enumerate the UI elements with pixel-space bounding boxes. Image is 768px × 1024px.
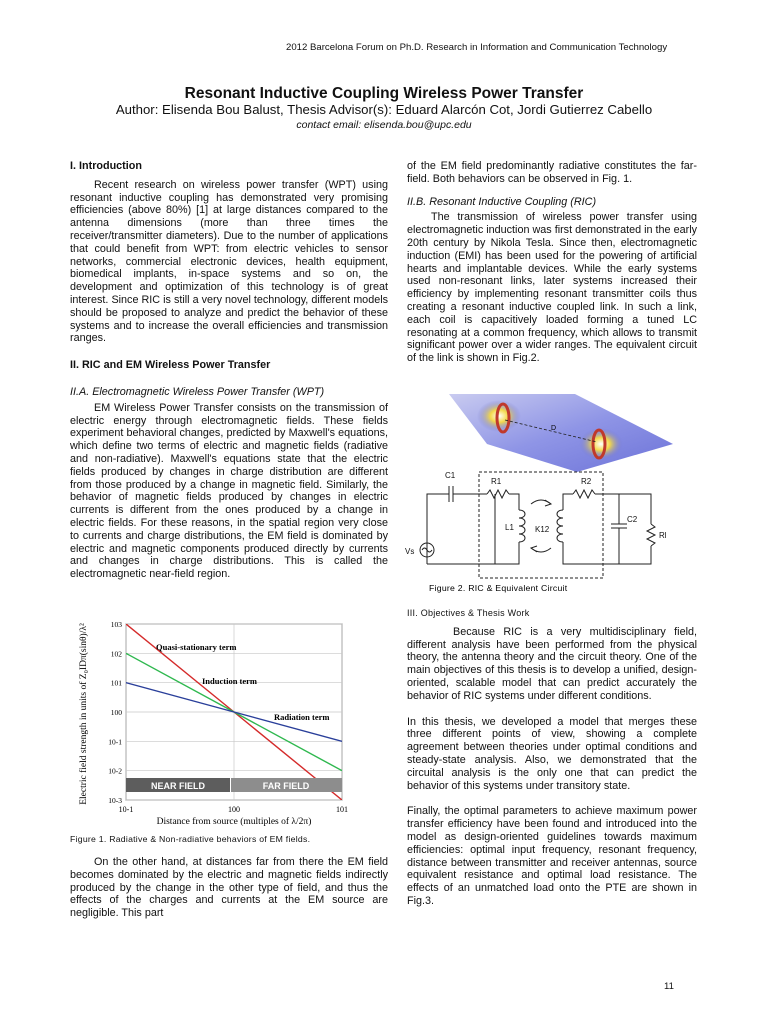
figure1-chart bbox=[70, 616, 388, 828]
right-column-bottom bbox=[407, 607, 697, 908]
left-column-bottom bbox=[70, 856, 388, 920]
quasi-stationary-label: Quasi-stationary term bbox=[156, 642, 237, 652]
intro-heading: I. Introduction bbox=[70, 160, 142, 172]
y-tick-label: 103 bbox=[110, 620, 122, 629]
r2-label: R2 bbox=[581, 477, 592, 486]
y-tick-label: 102 bbox=[110, 649, 122, 659]
figure1-caption: Figure 1. Radiative & Non-radiative behaviors of EM fields. bbox=[70, 834, 311, 844]
figure2-diagram bbox=[405, 386, 697, 596]
induction-label: Induction term bbox=[202, 676, 258, 686]
x-tick-label: 101 bbox=[336, 805, 348, 814]
intro-paragraph: Recent research on wireless power transfer (WPT) using resonant inductive coupling has demonstrated very promising efficiencies (above 80%) [1] at large distances compared to the antenna dimensions (more than three times the receiver/transmitter diameters). Due to the number of applications that could benefit from WPT: from electric vehicles to sensor networks, commercial electronic devices, health equipment, biomedical implants, in-space systems and so on, the development and optimization of this technology is of great interest. Since RIC is still a very novel technology, different models should be proposed to analyze and predict the behavior of these systems and to increase the overall efficiencies and transmission ranges. bbox=[70, 178, 388, 345]
y-tick-label: 10-2 bbox=[108, 766, 122, 776]
distance-label: D bbox=[551, 425, 557, 432]
far-field-label: FAR FIELD bbox=[262, 781, 310, 791]
y-tick-label: 10-1 bbox=[108, 737, 122, 747]
y-tick-label: 101 bbox=[110, 678, 122, 688]
authors-line: Author: Elisenda Bou Balust, Thesis Advisor(s): Eduard Alarcón Cot, Jordi Gutierrez Cabello bbox=[115, 102, 653, 117]
section3-paragraph-1: Because RIC is a very multidisciplinary field, different analysis have been performed from the physical theory, the antenna theory and the circuit theory. One of the main objectives of this thesis is to develop a unified, design-oriented, scalable model that can predict accurately the behavior of RIC systems under different conditions. bbox=[407, 625, 697, 702]
section3-paragraph-3: Finally, the optimal parameters to achieve maximum power transfer efficiency have been found and introduced into the model as design-oriented guidelines towards maximum efficiencies: optimal input frequency, resonant frequency, distance between transmitter and receiver antennas, source equivalent resistance and optimal load resistance. The effects of an unmatched load onto the PTE are shown in Fig.3. bbox=[407, 805, 697, 907]
y-tick-label: 100 bbox=[110, 708, 122, 717]
vs-label: Vs bbox=[405, 547, 415, 556]
paper-title: Resonant Inductive Coupling Wireless Power Transfer bbox=[184, 85, 584, 102]
y-tick-label: 10-3 bbox=[108, 796, 122, 805]
page-number: 11 bbox=[664, 981, 674, 992]
near-field-label: NEAR FIELD bbox=[151, 781, 205, 791]
section2a-heading: II.A. Electromagnetic Wireless Power Transfer (WPT) bbox=[70, 385, 325, 398]
c2-label: C2 bbox=[627, 515, 638, 524]
field-simulation-image bbox=[449, 394, 673, 472]
radiation-label: Radiation term bbox=[274, 712, 330, 722]
rl-label: Rl bbox=[659, 531, 667, 540]
c1-label: C1 bbox=[445, 471, 456, 480]
x-tick-label: 10-1 bbox=[118, 805, 134, 814]
right-column-top bbox=[407, 160, 697, 365]
figure2-caption: Figure 2. RIC & Equivalent Circuit bbox=[429, 583, 568, 593]
section2b-heading: II.B. Resonant Inductive Coupling (RIC) bbox=[407, 195, 597, 208]
section2-heading: II. RIC and EM Wireless Power Transfer bbox=[70, 359, 271, 372]
continued-paragraph: of the EM field predominantly radiative constitutes the far-field. Both behaviors can be observed in Fig. 1. bbox=[407, 160, 697, 185]
section3-heading: III. Objectives & Thesis Work bbox=[407, 608, 530, 618]
section3-paragraph-2: In this thesis, we developed a model that merges these three different points of view, showing a complete agreement between theories under optimal conditions and steady-state analysis. Also, we demonstrated that the circuital analysis is the only one that can predict the behavior of this systems under transitory state. bbox=[407, 715, 697, 792]
section2a-paragraph: EM Wireless Power Transfer consists on the transmission of electric energy through electromagnetic fields. These fields experiment behavioral changes, predicted by Maxwell's equations, which define two terms of electric and magnetic fields (radiative and non-radiative). Maxwell's equations state that the electric fields produced by changes in charge distribution are different from those produced by a change in magnetic field. Similarly, the behavior of magnetic fields produced by changes in electric currents is different from the ones produced by a change in electric fields. For these reasons, in the spatial region very close to currents and charge distributions, the EM field is dominated by electric and magnetic components produced directly by currents and changes in charge distributions. This is called the electromagnetic near-field region. bbox=[70, 401, 388, 581]
conference-header: 2012 Barcelona Forum on Ph.D. Research in Information and Communication Technology bbox=[286, 42, 668, 53]
left-column-top bbox=[70, 160, 388, 581]
r1-label: R1 bbox=[491, 477, 502, 486]
section2b-paragraph: The transmission of wireless power transfer using electromagnetic induction was first demonstrated in the early 20th century by Nikola Tesla. Since then, electromagnetic induction (EMI) has been used for the powering of artificial hearts and implantable devices. While the early systems used non-resonant links, later systems increased their efficiency by implementing resonant transmitter coils thus creating a resonant inductive coupled link. In such a link, each coil is capacitively loaded forming a tuned LC resonating at a common frequency, which allows to transmit significant power over a wider ranges. The equivalent circuit of the link is shown in Fig.2. bbox=[407, 211, 697, 365]
x-tick-label: 100 bbox=[228, 805, 240, 814]
after-figure1-paragraph: On the other hand, at distances far from there the EM field becomes dominated by the electric and magnetic fields indirectly produced by the change in the other type of field, and thus the effects of the charges and currents at the EM source are negligible. This part bbox=[70, 856, 388, 920]
contact-email: contact email: elisenda.bou@upc.edu bbox=[296, 119, 472, 131]
y-axis-label: Electric field strength in units of Z₀IDπ(sinθ)/λ² bbox=[79, 623, 89, 805]
k12-label: K12 bbox=[535, 525, 550, 534]
x-axis-label: Distance from source (multiples of λ/2π) bbox=[156, 817, 312, 827]
l1-label: L1 bbox=[505, 523, 514, 532]
